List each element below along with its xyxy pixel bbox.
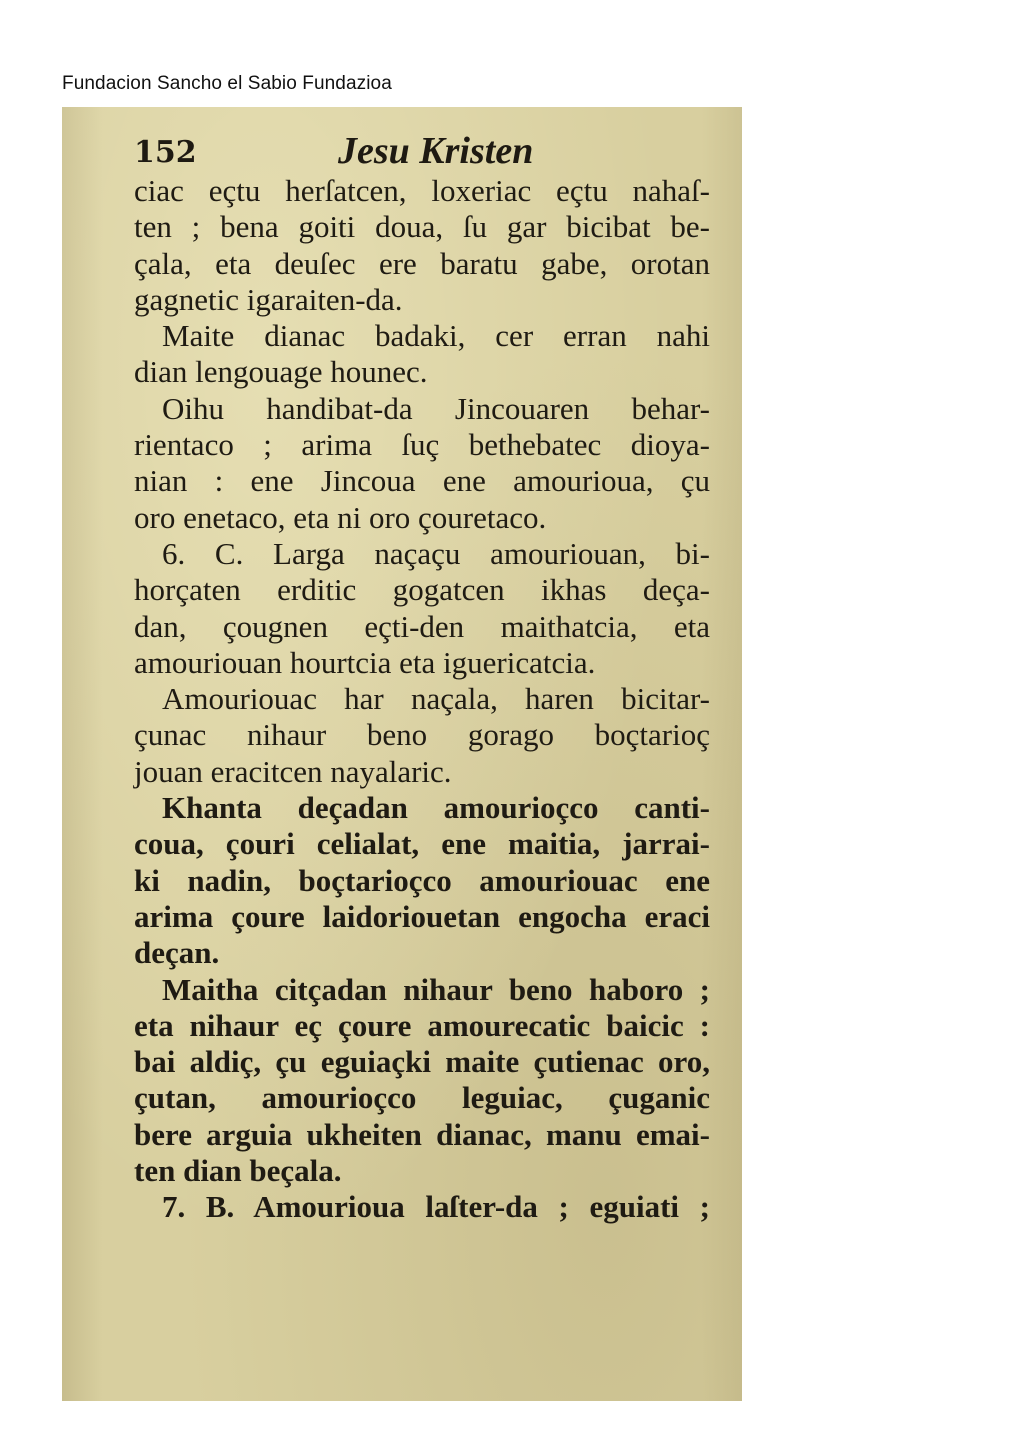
text-line: ki nadin, boçtarioçco amouriouac ene <box>134 862 710 898</box>
text-line: jouan eracitcen nayalaric. <box>134 753 452 789</box>
text-line: çunac nihaur beno gorago boçtarioç <box>134 717 710 753</box>
text-line: rientaco ; arima ſuç bethebatec dioya- <box>134 427 710 463</box>
text-line: Amouriouac har naçala, haren bicitar- <box>162 681 710 717</box>
text-line: amouriouan hourtcia eta iguericatcia. <box>134 644 596 680</box>
text-line: gagnetic igaraiten-da. <box>134 281 403 317</box>
text-line: bere arguia ukheiten dianac, manu emai- <box>134 1116 710 1152</box>
text-line: dian lengouage hounec. <box>134 354 428 390</box>
text-line: bai aldiç, çu eguiaçki maite çutienac oro, <box>134 1044 710 1080</box>
text-line: eta nihaur eç çoure amourecatic baicic : <box>134 1007 710 1043</box>
text-line: oro enetaco, eta ni oro çouretaco. <box>134 499 547 535</box>
text-line: dan, çougnen eçti-den maithatcia, eta <box>134 608 710 644</box>
page-number: 152 <box>134 135 197 170</box>
text-line: deçan. <box>134 935 220 971</box>
text-line: arima çoure laidoriouetan engocha eraci <box>134 898 710 934</box>
running-head <box>62 127 742 173</box>
text-line: ciac eçtu herſatcen, loxeriac eçtu nahaſ- <box>134 173 710 208</box>
text-line: Khanta deçadan amourioçco canti- <box>162 790 710 826</box>
text-line: Maitha citçadan nihaur beno haboro ; <box>162 971 710 1007</box>
text-line: çala, eta deuſec ere baratu gabe, orotan <box>134 245 710 281</box>
text-line: Oihu handibat-da Jincouaren behar- <box>162 390 710 426</box>
archive-caption: Fundacion Sancho el Sabio Fundazioa <box>62 73 392 94</box>
text-line: nian : ene Jincoua ene amourioua, çu <box>134 463 710 499</box>
text-line: Maite dianac badaki, cer erran nahi <box>162 318 710 354</box>
text-line: çutan, amourioçco leguiac, çuganic <box>134 1080 710 1116</box>
scanned-book-page <box>62 107 742 1401</box>
text-line: 6. C. Larga naçaçu amouriouan, bi- <box>162 535 710 571</box>
text-line: horçaten erditic gogatcen ikhas deça- <box>134 572 710 608</box>
running-title: Jesu Kristen <box>338 130 534 172</box>
text-line: coua, çouri celialat, ene maitia, jarrai- <box>134 826 710 862</box>
body-text <box>134 173 710 1226</box>
text-line: ten dian beçala. <box>134 1153 342 1189</box>
text-line: ten ; bena goiti doua, ſu gar bicibat be- <box>134 209 710 245</box>
text-line: 7. B. Amourioua laſter-da ; eguiati ; <box>162 1189 710 1225</box>
